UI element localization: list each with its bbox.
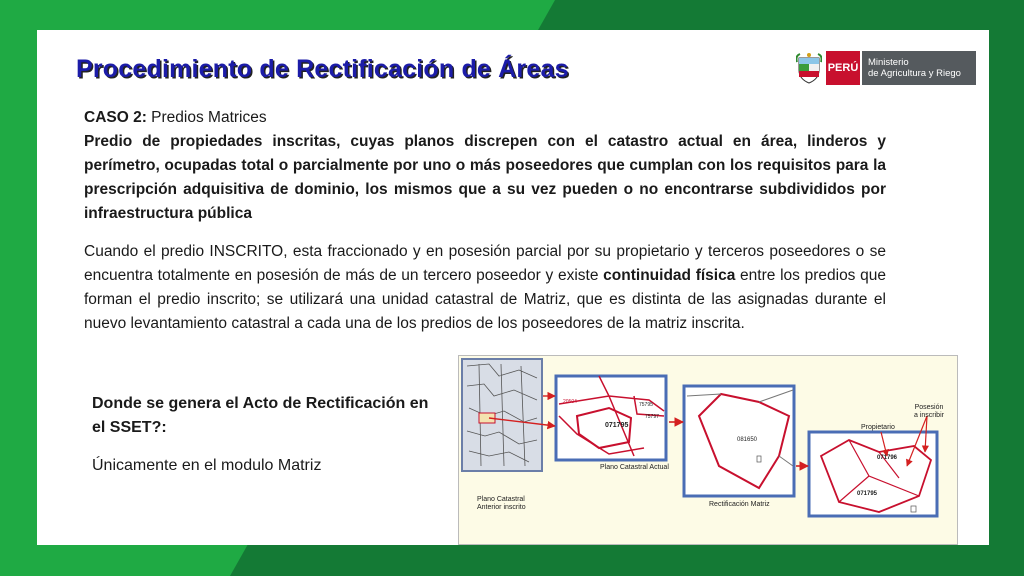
small-code-3: 20504 [563, 399, 577, 405]
code-final-1: 071796 [877, 455, 898, 461]
small-code-2: 75797 [645, 414, 659, 420]
old-map-panel [462, 359, 542, 471]
label-posesion-2: a inscribir [914, 412, 944, 419]
label-anterior-1: Plano Catastral [477, 496, 525, 503]
label-posesion-1: Posesión [914, 404, 944, 411]
label-posesion [914, 404, 944, 420]
caso-name: Predios Matrices [146, 109, 267, 126]
diagram-graphic [459, 356, 957, 544]
label-rectificacion: Rectificación Matriz [709, 501, 770, 508]
code-final-2: 071795 [857, 491, 878, 497]
caso-label: CASO 2: [84, 109, 147, 126]
final-map-panel [809, 432, 937, 516]
caso-description: Predio de propiedades inscritas, cuyas planos discrepen con el catastro actual en área, linderos y perímetro, ocupadas total o parcialmente por uno o más poseedores que cumplan con los requisitos para la prescripción adquisitiva de dominio, los mismos que a su vez pueden o no encontrarse subdivididos por infraestructura pública [84, 133, 886, 222]
label-anterior-2: Anterior inscrito [477, 504, 526, 511]
code-actual: 071795 [605, 422, 629, 429]
question-text: Donde se genera el Acto de Rectificación en el SSET?: [92, 395, 429, 436]
label-propietario: Propietario [861, 424, 895, 431]
ministry-line-2: de Agricultura y Riego [868, 68, 961, 79]
body-paragraph [84, 240, 886, 336]
peru-badge: PERÚ [826, 51, 860, 85]
ministry-logo [796, 51, 976, 85]
paragraph-part-2: entre los predios que forman el predio inscrito; se utilizará una unidad catastral de Matriz, que es distinta de las asignadas durante el nuevo levantamiento catastral a cada una de los predios de los poseedores de la matriz inscrita. [84, 267, 886, 332]
paragraph-bold: continuidad física [603, 267, 736, 284]
paragraph-part-1: Cuando el predio INSCRITO, esta fraccionado y en posesión parcial por su propietario y terceros poseedores o se encuentra totalmente en posesión de más de un tercero poseedor y existe [84, 243, 886, 284]
cadastral-diagram [458, 355, 958, 545]
small-code-1: 75795 [639, 402, 653, 408]
slide-title: Procedimiento de Rectificación de Áreas [76, 55, 569, 83]
code-matriz: 081650 [737, 437, 758, 443]
ministry-name [860, 51, 976, 85]
ministry-line-1: Ministerio [868, 57, 909, 68]
coat-of-arms-icon [796, 52, 822, 84]
answer-text: Únicamente en el modulo Matriz [92, 457, 322, 474]
label-anterior [477, 496, 526, 512]
caso-heading [84, 106, 886, 130]
label-actual: Plano Catastral Actual [600, 464, 669, 471]
